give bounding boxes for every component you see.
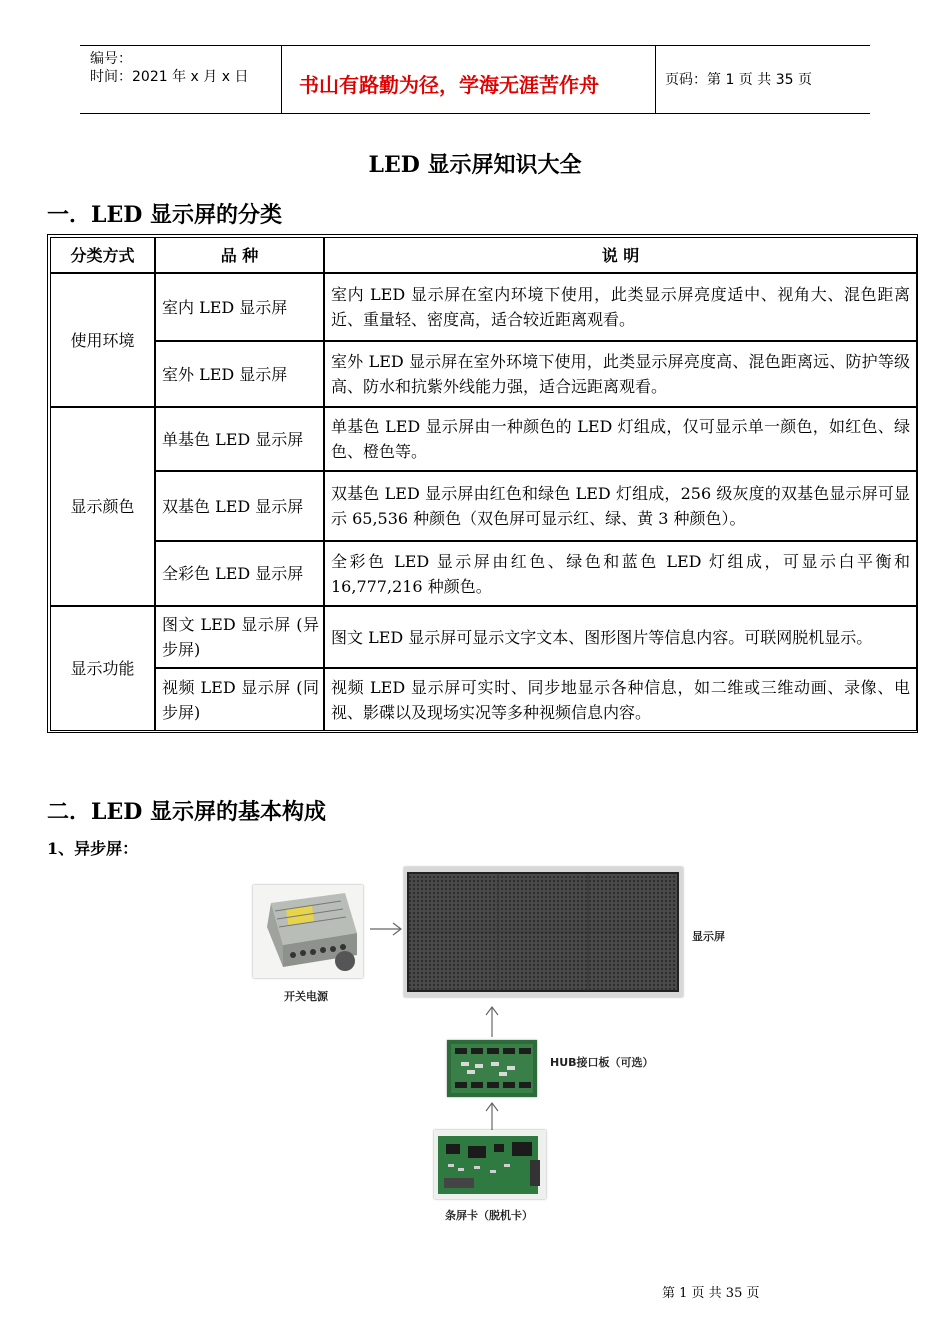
- header-bottom-rule: [80, 113, 870, 114]
- subsection-heading: 1、异步屏：: [47, 839, 139, 858]
- table-header-cell: 说 明: [324, 237, 917, 273]
- header-top-rule: [80, 45, 870, 46]
- control-card-image: [434, 1130, 546, 1199]
- power-supply-image: [253, 885, 363, 978]
- description-cell: 双基色 LED 显示屏由红色和绿色 LED 灯组成，256 级灰度的双基色显示屏可显示 65,536 种颜色（双色屏可显示红、绿、黄 3 种颜色）。: [324, 471, 917, 541]
- category-cell: 显示颜色: [50, 407, 155, 606]
- power-supply-label: 开关电源: [284, 990, 328, 1003]
- time-label: 时间：2021 年 x 月 x 日: [90, 69, 249, 85]
- arrow-up-icon: [484, 1006, 500, 1038]
- variety-cell: 全彩色 LED 显示屏: [155, 541, 324, 606]
- header-divider: [281, 46, 282, 113]
- category-cell: 使用环境: [50, 273, 155, 407]
- description-cell: 单基色 LED 显示屏由一种颜色的 LED 灯组成，仅可显示单一颜色，如红色、绿色、橙色等。: [324, 407, 917, 471]
- description-cell: 全彩色 LED 显示屏由红色、绿色和蓝色 LED 灯组成，可显示白平衡和 16,777,216 种颜色。: [324, 541, 917, 606]
- variety-cell: 图文 LED 显示屏 (异步屏): [155, 606, 324, 668]
- control-card-label: 条屏卡（脱机卡）: [445, 1209, 533, 1222]
- arrow-up-icon: [484, 1102, 500, 1132]
- arrow-right-icon: [369, 921, 403, 937]
- section-heading: 二．LED 显示屏的基本构成: [47, 799, 326, 825]
- table-header-cell: 品 种: [155, 237, 324, 273]
- variety-cell: 双基色 LED 显示屏: [155, 471, 324, 541]
- display-screen-label: 显示屏: [692, 930, 725, 943]
- description-cell: 视频 LED 显示屏可实时、同步地显示各种信息，如二维或三维动画、录像、电视、影碟以及现场实况等多种视频信息内容。: [324, 668, 917, 731]
- description-cell: 图文 LED 显示屏可显示文字文本、图形图片等信息内容。可联网脱机显示。: [324, 606, 917, 668]
- hub-board-label: HUB接口板（可选）: [550, 1056, 654, 1069]
- category-cell: 显示功能: [50, 606, 155, 731]
- description-cell: 室外 LED 显示屏在室外环境下使用，此类显示屏亮度高、混色距离远、防护等级高、防水和抗紫外线能力强，适合远距离观看。: [324, 341, 917, 407]
- motto: 书山有路勤为径，学海无涯苦作舟: [299, 73, 599, 97]
- header-divider: [655, 46, 656, 113]
- table-header-cell: 分类方式: [50, 237, 155, 273]
- variety-cell: 视频 LED 显示屏 (同步屏): [155, 668, 324, 731]
- classification-table: [47, 234, 918, 733]
- section-heading: 一．LED 显示屏的分类: [47, 202, 282, 228]
- variety-cell: 室内 LED 显示屏: [155, 273, 324, 341]
- variety-cell: 单基色 LED 显示屏: [155, 407, 324, 471]
- description-cell: 室内 LED 显示屏在室内环境下使用，此类显示屏亮度适中、视角大、混色距离近、重量轻、密度高，适合较近距离观看。: [324, 273, 917, 341]
- hub-board-image: [447, 1040, 537, 1097]
- serial-label: 编号：: [90, 51, 132, 67]
- page-code: 页码：第 1 页 共 35 页: [665, 72, 812, 88]
- led-display-image: [404, 867, 683, 997]
- document-title: LED 显示屏知识大全: [368, 152, 582, 178]
- variety-cell: 室外 LED 显示屏: [155, 341, 324, 407]
- page-footer: 第 1 页 共 35 页: [662, 1286, 760, 1301]
